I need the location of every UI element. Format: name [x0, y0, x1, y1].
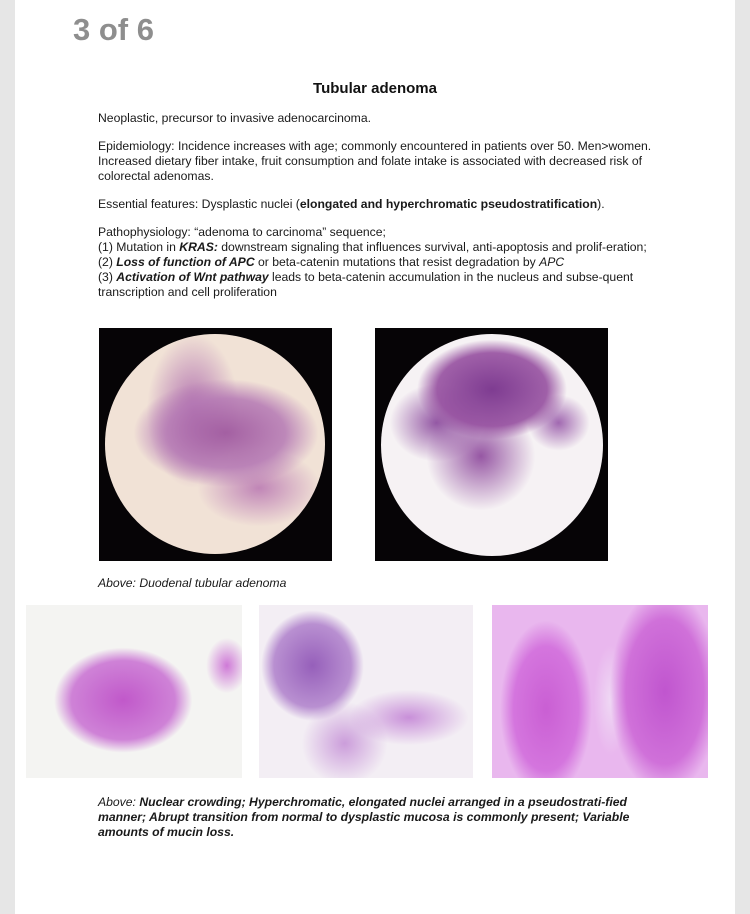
microscope-field — [105, 334, 325, 554]
micrograph-low-power — [99, 328, 332, 561]
path1-prefix: (1) Mutation in — [98, 240, 180, 254]
page-counter: 3 of 6 — [73, 12, 154, 47]
path3-prefix: (3) — [98, 270, 117, 284]
path2-bold: Loss of function of APC — [116, 255, 255, 269]
essential-prefix: Essential features: Dysplastic nuclei ( — [98, 197, 300, 211]
microscope-field — [381, 334, 603, 556]
micrograph-high-power — [375, 328, 608, 561]
path2-prefix: (2) — [98, 255, 117, 269]
path3-suffix: leads to beta-catenin accumulation in the nucleus and subse-quent transcription and cell proliferation — [98, 270, 634, 299]
caption-duodenal: Above: Duodenal tubular adenoma — [98, 576, 287, 590]
path1-bold: KRAS: — [179, 240, 218, 254]
epidemiology-paragraph — [98, 139, 658, 184]
path1-suffix: downstream signaling that influences survival, anti-apoptosis and prolif-eration; — [217, 240, 647, 254]
histology-image-3 — [492, 605, 708, 778]
path2-mid: or beta-catenin mutations that resist degradation by — [254, 255, 540, 269]
neoplastic-text: Neoplastic, precursor to invasive adenocarcinoma. — [98, 111, 371, 125]
neoplastic-paragraph — [98, 111, 658, 126]
essential-bold: elongated and hyperchromatic pseudostratification — [299, 197, 598, 211]
document-page — [15, 0, 735, 914]
essential-suffix: ). — [597, 197, 605, 211]
path-intro: Pathophysiology: “adenoma to carcinoma” sequence; — [98, 225, 386, 239]
histology-image-2 — [259, 605, 473, 778]
path3-bold: Activation of Wnt pathway — [116, 270, 269, 284]
essential-features-paragraph — [98, 197, 658, 212]
caption2-prefix: Above: — [98, 795, 140, 809]
pathophysiology-paragraph — [98, 225, 658, 300]
caption-features — [98, 795, 658, 840]
caption2-bold: Nuclear crowding; Hyperchromatic, elongated nuclei arranged in a pseudostrati-fied manner; Abrupt transition from normal to dysplastic mucosa is commonly present; Variable amounts of mucin loss. — [98, 795, 630, 839]
page-title: Tubular adenoma — [313, 80, 437, 97]
epidemiology-text: Epidemiology: Incidence increases with age; commonly encountered in patients over 50. Men>women. Increased dietary fiber intake, fruit consumption and folate intake is associated with decreased risk of colorectal adenomas. — [98, 139, 652, 183]
histology-image-1 — [26, 605, 242, 778]
path2-italic: APC — [539, 255, 565, 269]
